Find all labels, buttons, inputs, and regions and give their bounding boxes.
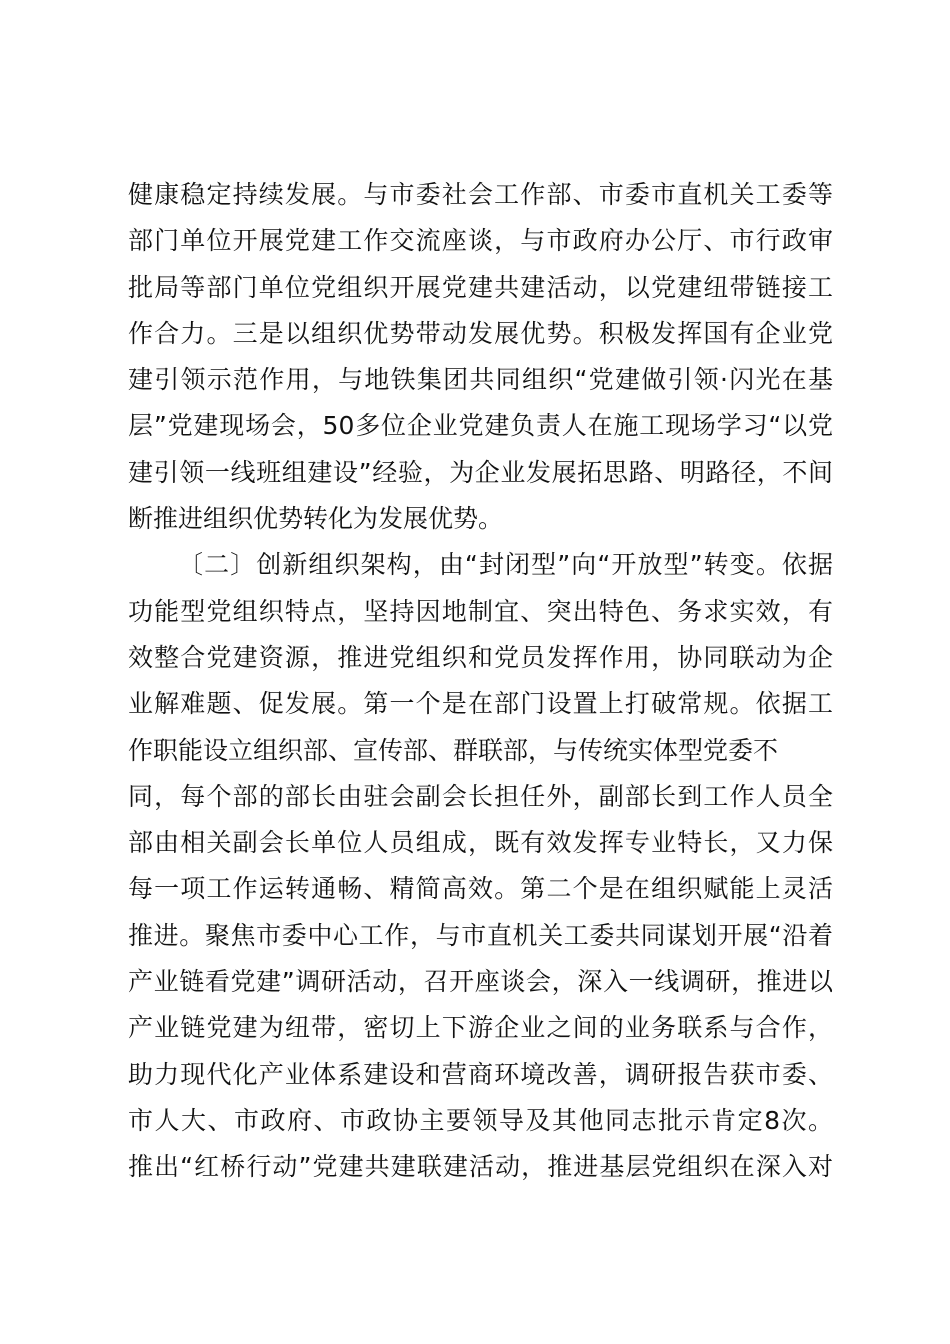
text-line-14: 同，每个部的部长由驻会副会长担任外，副部长到工作人员全: [128, 781, 833, 811]
text-line-6: 层”党建现场会，50多位企业党建负责人在施工现场学习“以党: [128, 411, 833, 441]
text-line-20: 助力现代化产业体系建设和营商环境改善，调研报告获市委、: [128, 1059, 833, 1089]
text-line-11: 效整合党建资源，推进党组织和党员发挥作用，协同联动为企: [128, 642, 833, 672]
text-line-4: 作合力。三是以组织优势带动发展优势。积极发挥国有企业党: [128, 318, 833, 348]
text-line-1: 健康稳定持续发展。与市委社会工作部、市委市直机关工委等: [128, 180, 833, 209]
text-line-21: 市人大、市政府、市政协主要领导及其他同志批示肯定8次。: [128, 1105, 833, 1135]
text-line-22: 推出“红桥行动”党建共建联建活动，推进基层党组织在深入对: [128, 1152, 833, 1182]
text-line-18: 产业链看党建”调研活动，召开座谈会，深入一线调研，推进以: [128, 967, 833, 997]
text-line-3: 批局等部门单位党组织开展党建共建活动，以党建纽带链接工: [128, 272, 833, 302]
text-line-10: 功能型党组织特点，坚持因地制宜、突出特色、务求实效，有: [128, 596, 833, 626]
text-line-15: 部由相关副会长单位人员组成，既有效发挥专业特长，又力保: [128, 828, 833, 858]
section-heading-line: 〔二〕创新组织架构，由“封闭型”向“开放型”转变。依据: [178, 550, 833, 580]
text-line-8: 断推进组织优势转化为发展优势。: [128, 504, 504, 534]
text-line-13: 作职能设立组织部、宣传部、群联部，与传统实体型党委不: [128, 735, 779, 765]
text-line-16: 每一项工作运转通畅、精简高效。第二个是在组织赋能上灵活: [128, 874, 833, 904]
text-line-17: 推进。聚焦市委中心工作，与市直机关工委共同谋划开展“沿着: [128, 920, 833, 950]
text-line-7: 建引领一线班组建设”经验，为企业发展拓思路、明路径，不间: [128, 457, 833, 487]
text-line-5: 建引领示范作用，与地铁集团共同组织“党建做引领·闪光在基: [128, 365, 833, 395]
text-line-12: 业解难题、促发展。第一个是在部门设置上打破常规。依据工: [128, 689, 833, 719]
text-line-2: 部门单位开展党建工作交流座谈，与市政府办公厅、市行政审: [128, 226, 833, 256]
body-text: [128, 172, 833, 1191]
text-line-19: 产业链党建为纽带，密切上下游企业之间的业务联系与合作，: [128, 1013, 833, 1043]
